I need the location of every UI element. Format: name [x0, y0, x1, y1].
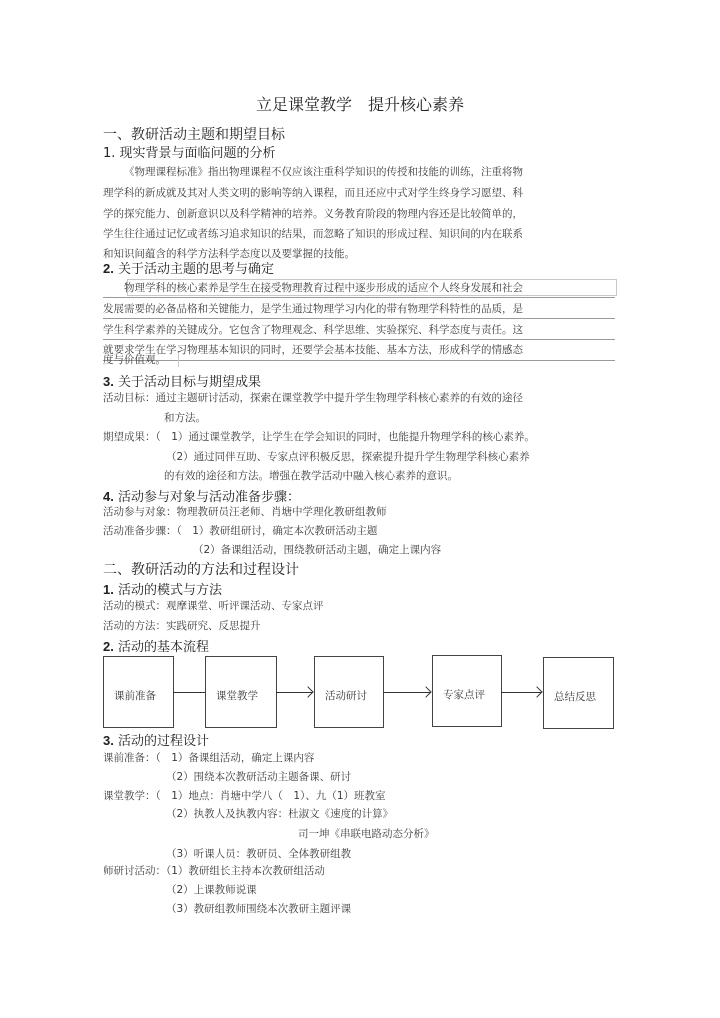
arrow-right-icon	[276, 692, 312, 693]
flow-step-label: 总结反思	[554, 691, 596, 703]
heading-text: 活动的过程设计	[117, 734, 209, 749]
paragraph-line: （2）备课组活动，围绕教研活动主题，确定上课内容	[193, 544, 442, 556]
heading-number: 2.	[103, 261, 114, 276]
arrow-right-icon	[383, 692, 430, 693]
paragraph-line: 度与价值观。	[103, 354, 166, 366]
flow-step-box	[103, 656, 174, 728]
paragraph-line: 理学科的新成就及其对人类文明的影响等纳入课程，而且还应中式对学生终身学习愿望、科	[103, 187, 523, 199]
subsection-2-3-heading	[103, 734, 209, 748]
paragraph-line: 物理学科的核心素养是学生在接受物理教育过程中逐步形成的适应个人终身发展和社会	[124, 282, 523, 294]
subsection-1-1-heading	[103, 147, 276, 160]
paragraph-line: （2）通过同伴互助、专家点评积极反思，探索提升提升学生物理学科核心素养	[166, 451, 530, 463]
heading-text: 关于活动目标与期望成果	[117, 375, 261, 390]
paragraph-line: 和方法。	[164, 412, 206, 424]
paragraph-line: 司一坤《串联电路动态分析》	[298, 828, 435, 840]
paragraph-line: 活动的模式：观摩课堂、听评课活动、专家点评	[103, 600, 324, 612]
paragraph-line: （2）上课教师说课	[166, 884, 257, 896]
heading-number: 3.	[103, 374, 114, 389]
paragraph-line: （3）听课人员：教研员、全体教研组教	[166, 848, 352, 860]
subsection-2-2-heading	[103, 640, 209, 654]
frame-line	[103, 339, 615, 340]
paragraph-line: 活动的方法：实践研究、反思提升	[103, 620, 261, 632]
heading-text: 现实背景与面临问题的分析	[119, 146, 276, 161]
paragraph-line: 活动准备步骤：（ 1）教研组研讨，确定本次教研活动主题	[103, 525, 378, 537]
paragraph-line: 活动目标：通过主题研讨活动，探索在课堂教学中提升学生物理学科核心素养的有效的途径	[103, 392, 523, 404]
paragraph-line: 活动参与对象：物理教研员汪老师、肖塘中学理化教研组教师	[103, 506, 387, 518]
paragraph-line: 学生科学素养的关键成分。它包含了物理观念、科学思维、实验探究、科学态度与责任。这	[103, 324, 523, 336]
frame-line	[103, 360, 615, 361]
paragraph-line: 学的探究能力、创新意识以及科学精神的培养。义务教育阶段的物理内容还是比较简单的，	[103, 208, 523, 220]
flow-step-box	[543, 657, 614, 729]
paragraph-line: （2）围绕本次教研活动主题备课、研讨	[166, 771, 352, 783]
paragraph-line: 的有效的途径和方法。增强在教学活动中融入核心素养的意识。	[164, 470, 458, 482]
subsection-2-1-heading	[103, 583, 222, 597]
subsection-1-4-heading	[103, 490, 300, 504]
frame-line	[103, 297, 615, 298]
flow-step-label: 课堂教学	[216, 690, 258, 702]
heading-number: 1.	[103, 582, 114, 597]
subsection-1-2-heading	[103, 262, 274, 276]
heading-text: 活动参与对象与活动准备步骤：	[117, 490, 300, 505]
subsection-1-3-heading	[103, 375, 261, 389]
paragraph-line: 课前准备：（ 1）备课组活动，确定上课内容	[103, 752, 315, 764]
section-1-heading: 一、教研活动主题和期望目标	[103, 127, 285, 143]
heading-text: 活动的基本流程	[117, 640, 209, 655]
flow-step-label: 专家点评	[443, 689, 485, 701]
flow-step-label: 课前准备	[114, 690, 156, 702]
flow-step-box	[205, 656, 277, 728]
paragraph-line: 期望成果：（ 1）通过课堂教学，让学生在学会知识的同时，也能提升物理学科的核心素养。	[103, 431, 535, 443]
heading-number: 2.	[103, 639, 114, 654]
flow-step-label: 活动研讨	[325, 690, 367, 702]
section-2-heading: 二、教研活动的方法和过程设计	[103, 562, 299, 578]
heading-number: 4.	[103, 489, 114, 504]
paragraph-line: 《物理课程标准》指出物理课程不仅应该注重科学知识的传授和技能的训练，注重将物	[124, 166, 523, 178]
paragraph-line: 发展需要的必备品格和关键能力，是学生通过物理学习内化的带有物理学科特性的品质，是	[103, 303, 523, 315]
paragraph-line: 学生往往通过记忆或者练习追求知识的结果，而忽略了知识的形成过程、知识间的内在联系	[103, 228, 523, 240]
flow-step-box	[314, 656, 384, 728]
arrow-right-icon	[501, 692, 541, 693]
paragraph-line: 师研讨活动：（1）教研组长主持本次教研组活动	[103, 865, 325, 877]
heading-text: 活动的模式与方法	[117, 583, 222, 598]
heading-number: 1.	[103, 146, 116, 161]
paragraph-line: 课堂教学：（ 1）地点：肖塘中学八（ 1）、九（1）班教室	[103, 790, 386, 802]
flow-step-box	[432, 655, 502, 727]
heading-text: 关于活动主题的思考与确定	[117, 262, 274, 277]
paragraph-line: （2）执教人及执教内容：杜淑文《速度的计算》	[166, 808, 394, 820]
paragraph-line: 就要求学生在学习物理基本知识的同时，还要学会基本技能、基本方法，形成科学的情感态	[103, 344, 523, 356]
paragraph-line: （3）教研组教师围绕本次教研主题评课	[166, 903, 352, 915]
heading-number: 3.	[103, 733, 114, 748]
frame-line	[103, 318, 615, 319]
paragraph-line: 和知识间蕴含的科学方法科学态度以及要掌握的技能。	[103, 248, 355, 260]
document-title: 立足课堂教学 提升核心素养	[255, 95, 464, 114]
